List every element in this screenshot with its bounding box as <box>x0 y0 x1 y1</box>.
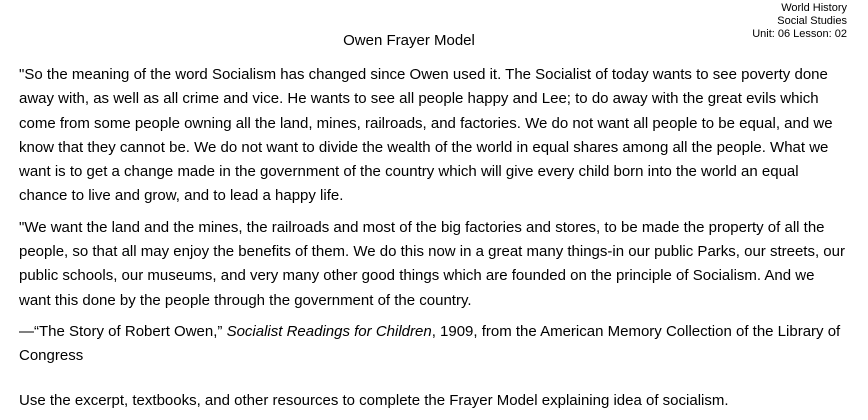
instructions: Use the excerpt, textbooks, and other resources to complete the Frayer Model explaining idea of socialism. <box>19 391 729 409</box>
excerpt-paragraph-2: "We want the land and the mines, the railroads and most of the big factories and stores, to be made the property of all the people, so that all may enjoy the benefits of them. We do this now in a great many things-in our public Parks, our streets, our public schools, our museums, and very many other good things which are founded on the principle of Socialism. And we want this done by the people through the government of the country. <box>19 218 845 309</box>
citation <box>19 320 849 369</box>
page-title: Owen Frayer Model <box>343 32 475 49</box>
citation-prefix: —“The Story of Robert Owen,” <box>19 322 227 340</box>
document-body <box>19 63 849 420</box>
unit-lesson: Unit: 06 Lesson: 02 <box>752 28 847 40</box>
subject-name: Social Studies <box>777 15 847 27</box>
excerpt-paragraph-1: "So the meaning of the word Socialism has changed since Owen used it. The Socialist of today wants to see poverty done away with, as well as all crime and vice. He wants to see all people happy and Lee; to do away with the great evils which come from some people owning all the land, mines, railroads, and factories. We do not want all people to be equal, and we know that they cannot be. We do not want to divide the wealth of the world in equal shares among all the people. What we want is to get a change made in the government of the country which will give every child born into the world an equal chance to live and grow, and to lead a happy life. <box>19 66 833 205</box>
course-name: World History <box>781 2 847 14</box>
citation-suffix: , 1909, from the American Memory Collection of the Library of Congress <box>19 322 841 365</box>
citation-work-title: Socialist Readings for Children <box>226 322 432 340</box>
